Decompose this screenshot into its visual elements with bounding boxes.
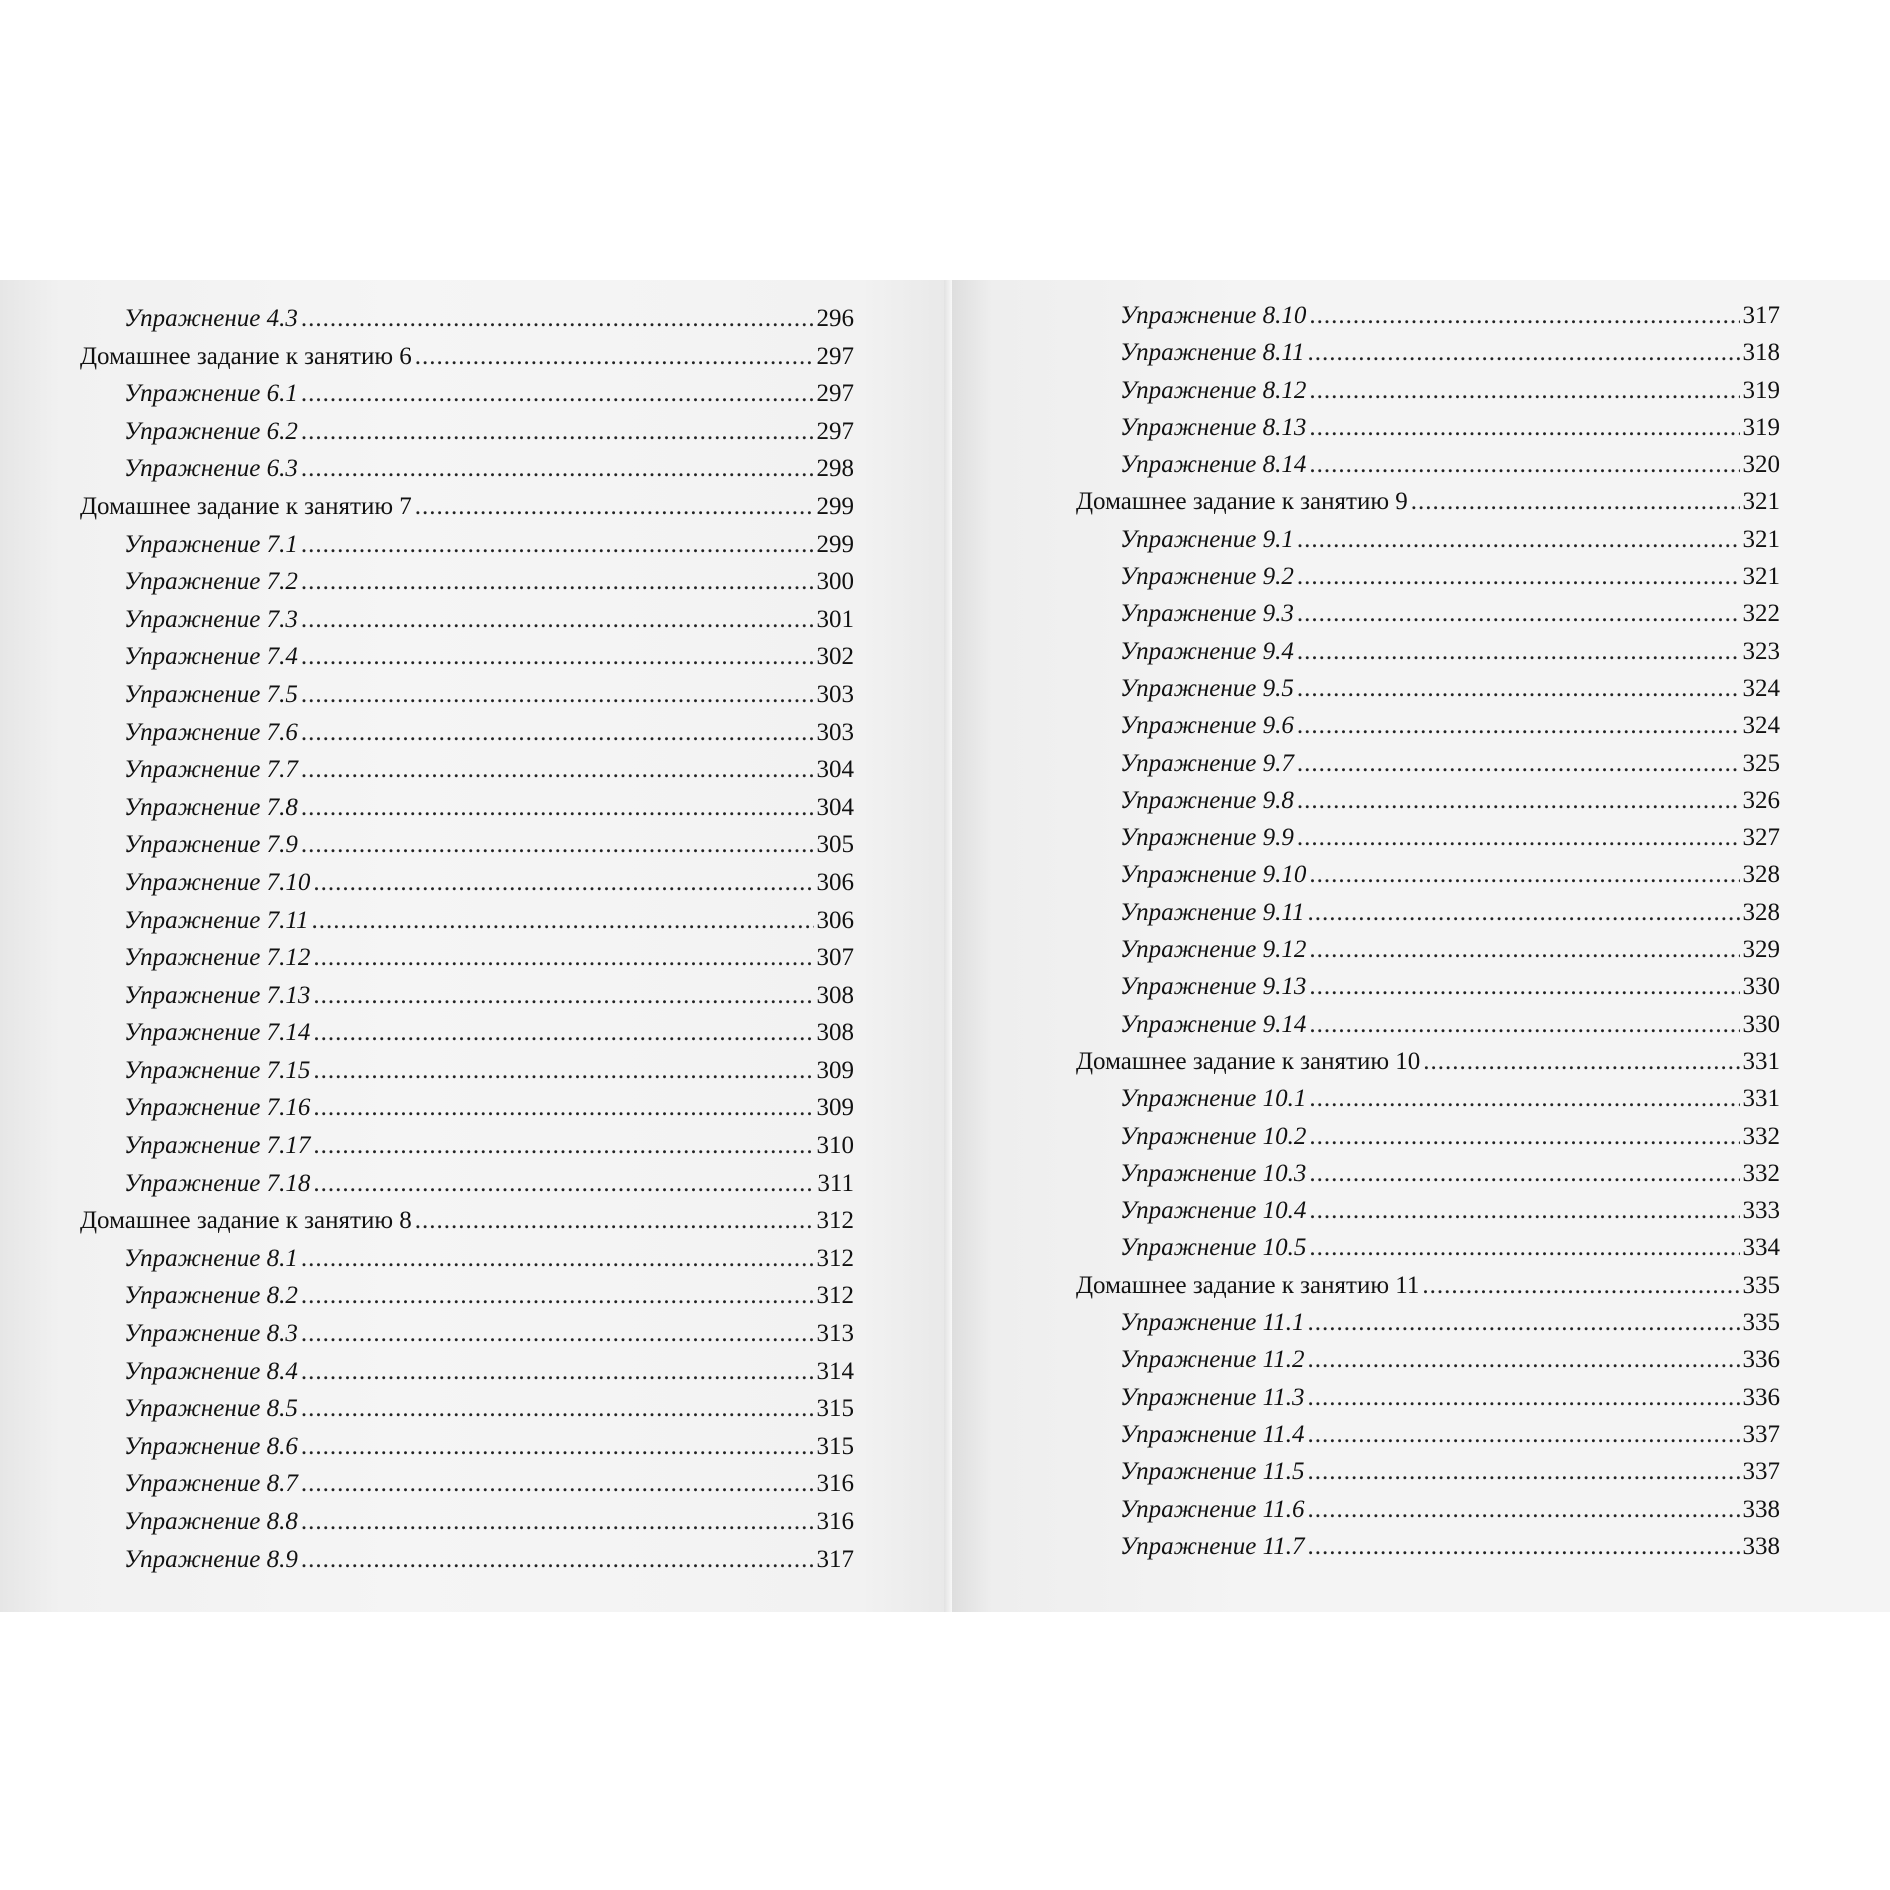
toc-page-number: 306: [816, 906, 854, 934]
book-gutter: [944, 280, 952, 1612]
toc-exercise-entry: [80, 1315, 854, 1353]
toc-exercise-entry: [1076, 894, 1780, 931]
toc-dot-leader: [1308, 1304, 1740, 1341]
toc-dot-leader: [1423, 1043, 1739, 1080]
toc-dot-leader: [313, 1127, 813, 1165]
toc-page-number: 297: [816, 417, 854, 445]
toc-dot-leader: [301, 563, 814, 601]
toc-page-number: 336: [1742, 1346, 1780, 1374]
toc-entry-label: Упражнение 8.3: [124, 1320, 298, 1348]
toc-entry-label: Упражнение 9.8: [1120, 786, 1294, 814]
toc-exercise-entry: [1076, 1155, 1780, 1192]
toc-dot-leader: [1297, 707, 1740, 744]
toc-exercise-entry: [80, 1277, 854, 1315]
toc-homework-entry: [1076, 1267, 1780, 1304]
toc-dot-leader: [1297, 670, 1740, 707]
toc-entry-label: Упражнение 9.14: [1120, 1010, 1307, 1038]
toc-dot-leader: [301, 375, 814, 413]
toc-dot-leader: [301, 789, 814, 827]
toc-entry-label: Упражнение 6.1: [124, 380, 298, 408]
toc-dot-leader: [1309, 968, 1739, 1005]
toc-exercise-entry: [1076, 856, 1780, 893]
toc-page-number: 334: [1742, 1234, 1780, 1262]
toc-exercise-entry: [80, 1465, 854, 1503]
toc-page-number: 329: [1742, 936, 1780, 964]
toc-page-number: 314: [816, 1357, 854, 1385]
toc-page-number: 317: [1742, 302, 1780, 329]
toc-dot-leader: [301, 526, 814, 564]
toc-entry-label: Упражнение 7.18: [124, 1169, 311, 1197]
toc-page-number: 319: [1742, 413, 1780, 441]
toc-dot-leader: [301, 1353, 814, 1391]
toc-entry-label: Упражнение 9.4: [1120, 637, 1294, 665]
toc-page-number: 320: [1742, 451, 1780, 479]
toc-exercise-entry: [80, 751, 854, 789]
toc-entry-label: Упражнение 9.13: [1120, 973, 1307, 1001]
toc-exercise-entry: [80, 1052, 854, 1090]
toc-entry-label: Упражнение 7.4: [124, 643, 298, 671]
toc-dot-leader: [1308, 1491, 1740, 1528]
toc-dot-leader: [1297, 782, 1740, 819]
toc-page-number: 337: [1742, 1420, 1780, 1448]
toc-exercise-entry: [1076, 334, 1780, 371]
toc-exercise-entry: [1076, 1118, 1780, 1155]
toc-entry-label: Упражнение 7.12: [124, 944, 311, 972]
toc-page-number: 333: [1742, 1197, 1780, 1225]
toc-entry-label: Упражнение 8.5: [124, 1395, 298, 1423]
toc-entry-label: Упражнение 7.3: [124, 605, 298, 633]
toc-dot-leader: [1309, 856, 1739, 893]
toc-exercise-entry: [1076, 633, 1780, 670]
toc-exercise-entry: [1076, 1491, 1780, 1528]
toc-dot-leader: [301, 413, 814, 451]
toc-exercise-entry: [80, 1240, 854, 1278]
toc-exercise-entry: [80, 300, 854, 338]
toc-exercise-entry: [1076, 745, 1780, 782]
toc-exercise-entry: [1076, 1341, 1780, 1378]
toc-entry-label: Домашнее задание к занятию 8: [80, 1207, 412, 1235]
toc-homework-entry: [1076, 1043, 1780, 1080]
toc-dot-leader: [1297, 819, 1740, 856]
toc-page-number: 303: [816, 718, 854, 746]
toc-dot-leader: [313, 977, 813, 1015]
toc-page-number: 335: [1742, 1309, 1780, 1337]
toc-exercise-entry: [80, 1014, 854, 1052]
toc-exercise-entry: [80, 939, 854, 977]
toc-exercise-entry: [1076, 782, 1780, 819]
toc-entry-label: Упражнение 10.4: [1120, 1197, 1307, 1225]
toc-entry-label: Упражнение 7.6: [124, 718, 298, 746]
toc-entry-label: Упражнение 11.7: [1120, 1532, 1305, 1560]
toc-entry-label: Упражнение 8.14: [1120, 451, 1307, 479]
toc-entry-label: Упражнение 8.9: [124, 1545, 298, 1573]
toc-dot-leader: [1297, 521, 1740, 558]
toc-dot-leader: [1422, 1267, 1739, 1304]
toc-dot-leader: [1308, 1528, 1740, 1565]
toc-entry-label: Упражнение 9.7: [1120, 749, 1294, 777]
toc-dot-leader: [1308, 1453, 1740, 1490]
toc-dot-leader: [312, 902, 814, 940]
toc-entry-label: Упражнение 6.3: [124, 455, 298, 483]
toc-exercise-entry: [1076, 1080, 1780, 1117]
toc-page-number: 303: [816, 680, 854, 708]
toc-page-number: 306: [816, 868, 854, 896]
toc-entry-label: Упражнение 8.4: [124, 1357, 298, 1385]
toc-dot-leader: [301, 714, 814, 752]
toc-dot-leader: [301, 1541, 814, 1579]
toc-entry-label: Упражнение 9.6: [1120, 712, 1294, 740]
toc-page-number: 322: [1742, 600, 1780, 628]
toc-page-number: 311: [817, 1169, 854, 1197]
toc-dot-leader: [1309, 931, 1739, 968]
toc-dot-leader: [301, 1465, 814, 1503]
toc-dot-leader: [301, 751, 814, 789]
toc-dot-leader: [313, 1014, 813, 1052]
toc-dot-leader: [301, 1240, 814, 1278]
toc-dot-leader: [313, 1165, 814, 1203]
toc-dot-leader: [415, 488, 814, 526]
toc-dot-leader: [1308, 334, 1740, 371]
toc-exercise-entry: [1076, 1192, 1780, 1229]
toc-page-number: 317: [816, 1545, 854, 1573]
toc-entry-label: Упражнение 8.1: [124, 1244, 298, 1272]
toc-entry-label: Упражнение 10.5: [1120, 1234, 1307, 1262]
toc-dot-leader: [301, 601, 814, 639]
toc-page-number: 309: [816, 1056, 854, 1084]
toc-page-number: 298: [816, 455, 854, 483]
toc-exercise-entry: [80, 375, 854, 413]
toc-page-number: 327: [1742, 824, 1780, 852]
toc-page-number: 323: [1742, 637, 1780, 665]
toc-page-number: 315: [816, 1395, 854, 1423]
toc-dot-leader: [415, 1202, 814, 1240]
toc-page-number: 297: [816, 380, 854, 408]
toc-dot-leader: [301, 638, 814, 676]
toc-dot-leader: [1309, 1155, 1739, 1192]
toc-page-number: 331: [1742, 1085, 1780, 1113]
toc-dot-leader: [301, 300, 814, 338]
toc-page-number: 328: [1742, 861, 1780, 889]
toc-exercise-entry: [1076, 1379, 1780, 1416]
toc-exercise-entry: [1076, 1528, 1780, 1565]
toc-entry-label: Упражнение 11.3: [1120, 1383, 1305, 1411]
toc-homework-entry: [1076, 483, 1780, 520]
toc-entry-label: Упражнение 8.11: [1120, 339, 1305, 367]
toc-page-number: 330: [1742, 973, 1780, 1001]
toc-dot-leader: [1308, 1341, 1740, 1378]
toc-page-number: 310: [816, 1132, 854, 1160]
toc-entry-label: Домашнее задание к занятию 10: [1076, 1047, 1421, 1075]
toc-entry-label: Упражнение 7.16: [124, 1094, 311, 1122]
toc-entry-label: Упражнение 11.1: [1120, 1309, 1305, 1337]
toc-page-number: 336: [1742, 1383, 1780, 1411]
toc-page-number: 326: [1742, 786, 1780, 814]
toc-entry-label: Упражнение 10.3: [1120, 1159, 1307, 1187]
toc-page-number: 304: [816, 756, 854, 784]
toc-entry-label: Упражнение 4.3: [124, 305, 298, 332]
toc-dot-leader: [1297, 633, 1740, 670]
toc-exercise-entry: [80, 1428, 854, 1466]
right-page: [952, 280, 1890, 1612]
toc-dot-leader: [301, 1315, 814, 1353]
toc-page-number: 312: [816, 1282, 854, 1310]
toc-page-number: 324: [1742, 674, 1780, 702]
toc-exercise-entry: [1076, 521, 1780, 558]
toc-dot-leader: [1309, 1080, 1739, 1117]
toc-entry-label: Упражнение 7.8: [124, 793, 298, 821]
toc-entry-label: Упражнение 11.4: [1120, 1420, 1305, 1448]
toc-page-number: 332: [1742, 1122, 1780, 1150]
toc-entry-label: Домашнее задание к занятию 11: [1076, 1271, 1420, 1299]
toc-page-number: 332: [1742, 1159, 1780, 1187]
toc-exercise-entry: [80, 1541, 854, 1579]
toc-entry-label: Упражнение 7.15: [124, 1056, 311, 1084]
toc-dot-leader: [1411, 483, 1740, 520]
toc-homework-entry: [80, 1202, 854, 1240]
toc-page-number: 313: [816, 1320, 854, 1348]
toc-entry-label: Упражнение 8.10: [1120, 302, 1307, 329]
toc-entry-label: Упражнение 11.6: [1120, 1495, 1305, 1523]
toc-entry-label: Упражнение 10.1: [1120, 1085, 1307, 1113]
toc-dot-leader: [301, 1390, 814, 1428]
toc-dot-leader: [313, 1089, 813, 1127]
toc-dot-leader: [1309, 446, 1739, 483]
toc-dot-leader: [301, 676, 814, 714]
toc-exercise-entry: [1076, 446, 1780, 483]
toc-dot-leader: [301, 1277, 814, 1315]
toc-exercise-entry: [1076, 372, 1780, 409]
toc-exercise-entry: [1076, 558, 1780, 595]
toc-exercise-entry: [80, 638, 854, 676]
toc-page-number: 308: [816, 1019, 854, 1047]
toc-page-number: 308: [816, 981, 854, 1009]
toc-entry-label: Упражнение 11.2: [1120, 1346, 1305, 1374]
toc-page-number: 304: [816, 793, 854, 821]
toc-dot-leader: [1297, 558, 1740, 595]
toc-exercise-entry: [1076, 1304, 1780, 1341]
toc-page-number: 324: [1742, 712, 1780, 740]
toc-page-number: 321: [1742, 488, 1780, 516]
toc-entry-label: Упражнение 8.13: [1120, 413, 1307, 441]
toc-entry-label: Упражнение 7.2: [124, 568, 298, 596]
toc-entry-label: Упражнение 7.14: [124, 1019, 311, 1047]
toc-page-number: 299: [816, 492, 854, 520]
toc-dot-leader: [415, 338, 814, 376]
toc-entry-label: Упражнение 9.2: [1120, 563, 1294, 591]
toc-page-number: 315: [816, 1432, 854, 1460]
toc-dot-leader: [301, 1428, 814, 1466]
toc-page-number: 297: [816, 342, 854, 370]
toc-exercise-entry: [80, 1089, 854, 1127]
toc-exercise-entry: [1076, 1006, 1780, 1043]
toc-entry-label: Упражнение 10.2: [1120, 1122, 1307, 1150]
toc-exercise-entry: [80, 450, 854, 488]
toc-exercise-entry: [80, 864, 854, 902]
toc-dot-leader: [1309, 297, 1739, 334]
toc-dot-leader: [313, 864, 813, 902]
toc-page-number: 318: [1742, 339, 1780, 367]
toc-exercise-entry: [1076, 707, 1780, 744]
toc-page-number: 309: [816, 1094, 854, 1122]
toc-dot-leader: [1309, 372, 1739, 409]
toc-page-number: 299: [816, 530, 854, 558]
toc-page-number: 300: [816, 568, 854, 596]
toc-dot-leader: [1308, 894, 1740, 931]
toc-exercise-entry: [80, 676, 854, 714]
toc-exercise-entry: [80, 826, 854, 864]
toc-page-number: 312: [816, 1207, 854, 1235]
toc-exercise-entry: [80, 1503, 854, 1541]
toc-exercise-entry: [1076, 297, 1780, 334]
toc-entry-label: Упражнение 8.2: [124, 1282, 298, 1310]
toc-page-number: 330: [1742, 1010, 1780, 1038]
toc-entry-label: Упражнение 7.1: [124, 530, 298, 558]
toc-page-number: 312: [816, 1244, 854, 1272]
toc-exercise-entry: [80, 526, 854, 564]
toc-dot-leader: [301, 1503, 814, 1541]
toc-page-number: 337: [1742, 1458, 1780, 1486]
toc-entry-label: Упражнение 8.7: [124, 1470, 298, 1498]
toc-exercise-entry: [1076, 670, 1780, 707]
toc-page-number: 338: [1742, 1495, 1780, 1523]
toc-exercise-entry: [1076, 409, 1780, 446]
toc-exercise-entry: [1076, 931, 1780, 968]
toc-exercise-entry: [80, 789, 854, 827]
toc-page-number: 338: [1742, 1532, 1780, 1560]
toc-page-number: 331: [1742, 1047, 1780, 1075]
toc-entry-label: Упражнение 8.12: [1120, 376, 1307, 404]
toc-dot-leader: [1297, 595, 1740, 632]
toc-entry-label: Упражнение 8.8: [124, 1508, 298, 1535]
toc-dot-leader: [313, 939, 813, 977]
toc-entry-label: Упражнение 9.11: [1120, 898, 1305, 926]
toc-entry-label: Упражнение 7.7: [124, 756, 298, 784]
toc-entry-label: Упражнение 7.13: [124, 981, 311, 1009]
toc-exercise-entry: [1076, 1229, 1780, 1266]
toc-exercise-entry: [80, 1390, 854, 1428]
toc-entry-label: Упражнение 9.10: [1120, 861, 1307, 889]
toc-exercise-entry: [80, 1165, 854, 1203]
toc-exercise-entry: [80, 902, 854, 940]
toc-page-number: 335: [1742, 1271, 1780, 1299]
toc-page-number: 316: [816, 1508, 854, 1535]
toc-dot-leader: [1309, 409, 1739, 446]
toc-dot-leader: [1297, 745, 1740, 782]
toc-page-number: 325: [1742, 749, 1780, 777]
toc-homework-entry: [80, 338, 854, 376]
toc-exercise-entry: [80, 714, 854, 752]
toc-entry-label: Домашнее задание к занятию 6: [80, 342, 412, 370]
toc-page-number: 321: [1742, 525, 1780, 553]
toc-page-number: 319: [1742, 376, 1780, 404]
toc-page-number: 301: [816, 605, 854, 633]
toc-page-number: 302: [816, 643, 854, 671]
book-spread: [0, 280, 1890, 1612]
toc-exercise-entry: [1076, 819, 1780, 856]
toc-entry-label: Домашнее задание к занятию 7: [80, 492, 412, 520]
toc-entry-label: Упражнение 8.6: [124, 1432, 298, 1460]
toc-dot-leader: [1308, 1379, 1740, 1416]
toc-entry-label: Упражнение 7.17: [124, 1132, 311, 1160]
toc-exercise-entry: [1076, 1416, 1780, 1453]
table-of-contents-right: [1076, 297, 1780, 1565]
toc-page-number: 321: [1742, 563, 1780, 591]
toc-page-number: 305: [816, 831, 854, 859]
toc-page-number: 328: [1742, 898, 1780, 926]
toc-page-number: 296: [816, 305, 854, 332]
toc-entry-label: Упражнение 9.12: [1120, 936, 1307, 964]
left-page: [0, 280, 944, 1612]
toc-dot-leader: [1308, 1416, 1740, 1453]
toc-dot-leader: [1309, 1229, 1739, 1266]
toc-dot-leader: [1309, 1006, 1739, 1043]
toc-page-number: 307: [816, 944, 854, 972]
toc-exercise-entry: [80, 977, 854, 1015]
toc-exercise-entry: [1076, 968, 1780, 1005]
toc-dot-leader: [1309, 1192, 1739, 1229]
toc-dot-leader: [301, 826, 814, 864]
toc-exercise-entry: [80, 601, 854, 639]
toc-entry-label: Упражнение 9.5: [1120, 674, 1294, 702]
toc-exercise-entry: [80, 1127, 854, 1165]
toc-entry-label: Упражнение 7.11: [124, 906, 309, 934]
toc-dot-leader: [313, 1052, 813, 1090]
toc-entry-label: Упражнение 7.5: [124, 680, 298, 708]
toc-exercise-entry: [80, 563, 854, 601]
toc-entry-label: Упражнение 9.1: [1120, 525, 1294, 553]
toc-exercise-entry: [1076, 595, 1780, 632]
toc-exercise-entry: [1076, 1453, 1780, 1490]
toc-entry-label: Упражнение 7.9: [124, 831, 298, 859]
toc-homework-entry: [80, 488, 854, 526]
toc-entry-label: Упражнение 9.9: [1120, 824, 1294, 852]
toc-entry-label: Упражнение 9.3: [1120, 600, 1294, 628]
toc-entry-label: Упражнение 7.10: [124, 868, 311, 896]
toc-entry-label: Упражнение 6.2: [124, 417, 298, 445]
toc-dot-leader: [1309, 1118, 1739, 1155]
toc-entry-label: Упражнение 11.5: [1120, 1458, 1305, 1486]
toc-exercise-entry: [80, 413, 854, 451]
toc-exercise-entry: [80, 1353, 854, 1391]
toc-dot-leader: [301, 450, 814, 488]
toc-entry-label: Домашнее задание к занятию 9: [1076, 488, 1408, 516]
toc-page-number: 316: [816, 1470, 854, 1498]
table-of-contents-left: [80, 300, 854, 1578]
